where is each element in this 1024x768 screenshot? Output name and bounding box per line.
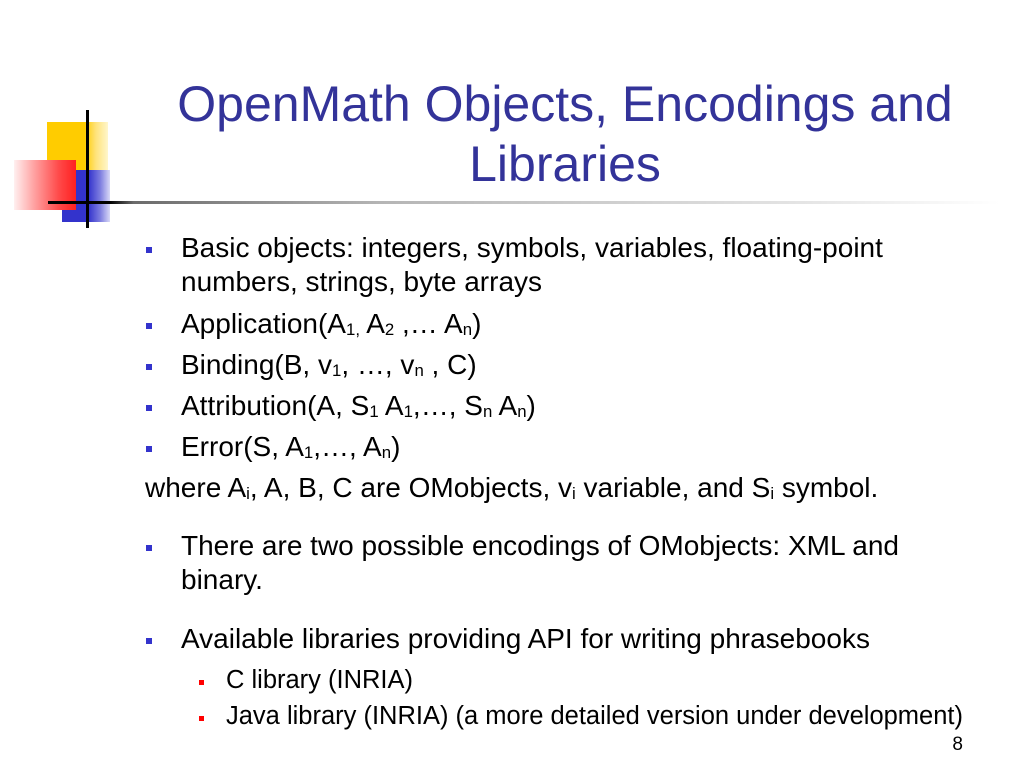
text-segment: symbol. [774, 472, 879, 503]
bullet-square-icon [146, 323, 152, 329]
application-text [181, 307, 481, 341]
bullet-text-line: Basic objects: integers, symbols, variables, floating-point [181, 232, 883, 263]
bullet-square-icon [146, 545, 152, 551]
text-segment: where A [145, 472, 247, 503]
subscript: 1 [331, 361, 342, 381]
subscript: 1 [303, 443, 314, 463]
sub-bullet-text: Java library (INRIA) (a more detailed version under development) [226, 702, 963, 730]
text-segment: variable, and S [575, 472, 771, 503]
bullet-error [181, 430, 400, 464]
bullet-text-line: binary. [181, 564, 263, 595]
subscript: 1 [403, 402, 413, 422]
text-segment: Application(A [181, 308, 346, 339]
text-segment: Attribution(A, S [181, 390, 370, 421]
where-note-text [145, 471, 878, 505]
subscript: n [517, 402, 527, 422]
binding-text [181, 348, 477, 382]
subscript: n [482, 402, 493, 422]
slide-title-line-1: OpenMath Objects, Encodings and [177, 76, 953, 132]
sub-bullet-square-icon [199, 716, 204, 721]
bullet-square-icon [146, 405, 152, 411]
bullet-basic-objects [181, 231, 883, 299]
bullet-square-icon [146, 247, 152, 253]
subscript: 2 [384, 320, 395, 340]
text-segment: , A, B, C are OMobjects, v [249, 472, 573, 503]
text-segment: , C) [423, 349, 477, 380]
bullet-text-line: numbers, strings, byte arrays [181, 266, 543, 297]
title-underline-rule [48, 201, 1000, 204]
subscript: n [462, 320, 473, 340]
bullet-attribution [181, 389, 536, 423]
decor-vertical-rule [86, 110, 89, 228]
text-segment: Binding(B, v [181, 349, 332, 380]
subscript: i [572, 484, 576, 504]
bullet-encodings [181, 529, 899, 597]
library-sublist [226, 665, 963, 731]
bullet-text-line: Available libraries providing API for writing phrasebooks [181, 623, 870, 654]
text-segment: ) [526, 390, 536, 421]
subscript: n [414, 361, 424, 381]
error-text [181, 430, 400, 464]
subscript: 1 [369, 402, 379, 422]
slide-title [130, 74, 1000, 194]
text-segment: ,… A [394, 308, 463, 339]
sub-bullet-text: C library (INRIA) [226, 666, 414, 694]
where-note [145, 471, 878, 505]
text-segment: Error(S, A [181, 431, 304, 462]
text-segment: ) [391, 431, 401, 462]
text-segment: A [492, 390, 518, 421]
bullet-square-icon [146, 364, 152, 370]
subscript: n [381, 443, 392, 463]
sub-bullet-square-icon [199, 680, 204, 685]
text-segment: ,…, A [313, 431, 382, 462]
bullet-libraries [181, 622, 963, 731]
text-segment: , …, v [341, 349, 415, 380]
subscript: i [770, 484, 775, 504]
slide-title-line-2: Libraries [469, 136, 661, 192]
slide-number: 8 [952, 734, 963, 755]
text-segment: ,…, S [412, 390, 483, 421]
sub-bullet-java-library [226, 701, 963, 731]
bullet-square-icon [146, 638, 152, 644]
text-segment: A [359, 308, 385, 339]
text-segment: A [378, 390, 404, 421]
bullet-square-icon [146, 446, 152, 452]
bullet-binding [181, 348, 477, 382]
attribution-text [181, 389, 536, 423]
subscript: i [246, 484, 250, 504]
subscript: 1, [345, 320, 360, 340]
bullet-application [181, 307, 481, 341]
text-segment: ) [472, 308, 482, 339]
sub-bullet-c-library [226, 665, 963, 695]
bullet-text-line: There are two possible encodings of OMobjects: XML and [181, 530, 900, 561]
